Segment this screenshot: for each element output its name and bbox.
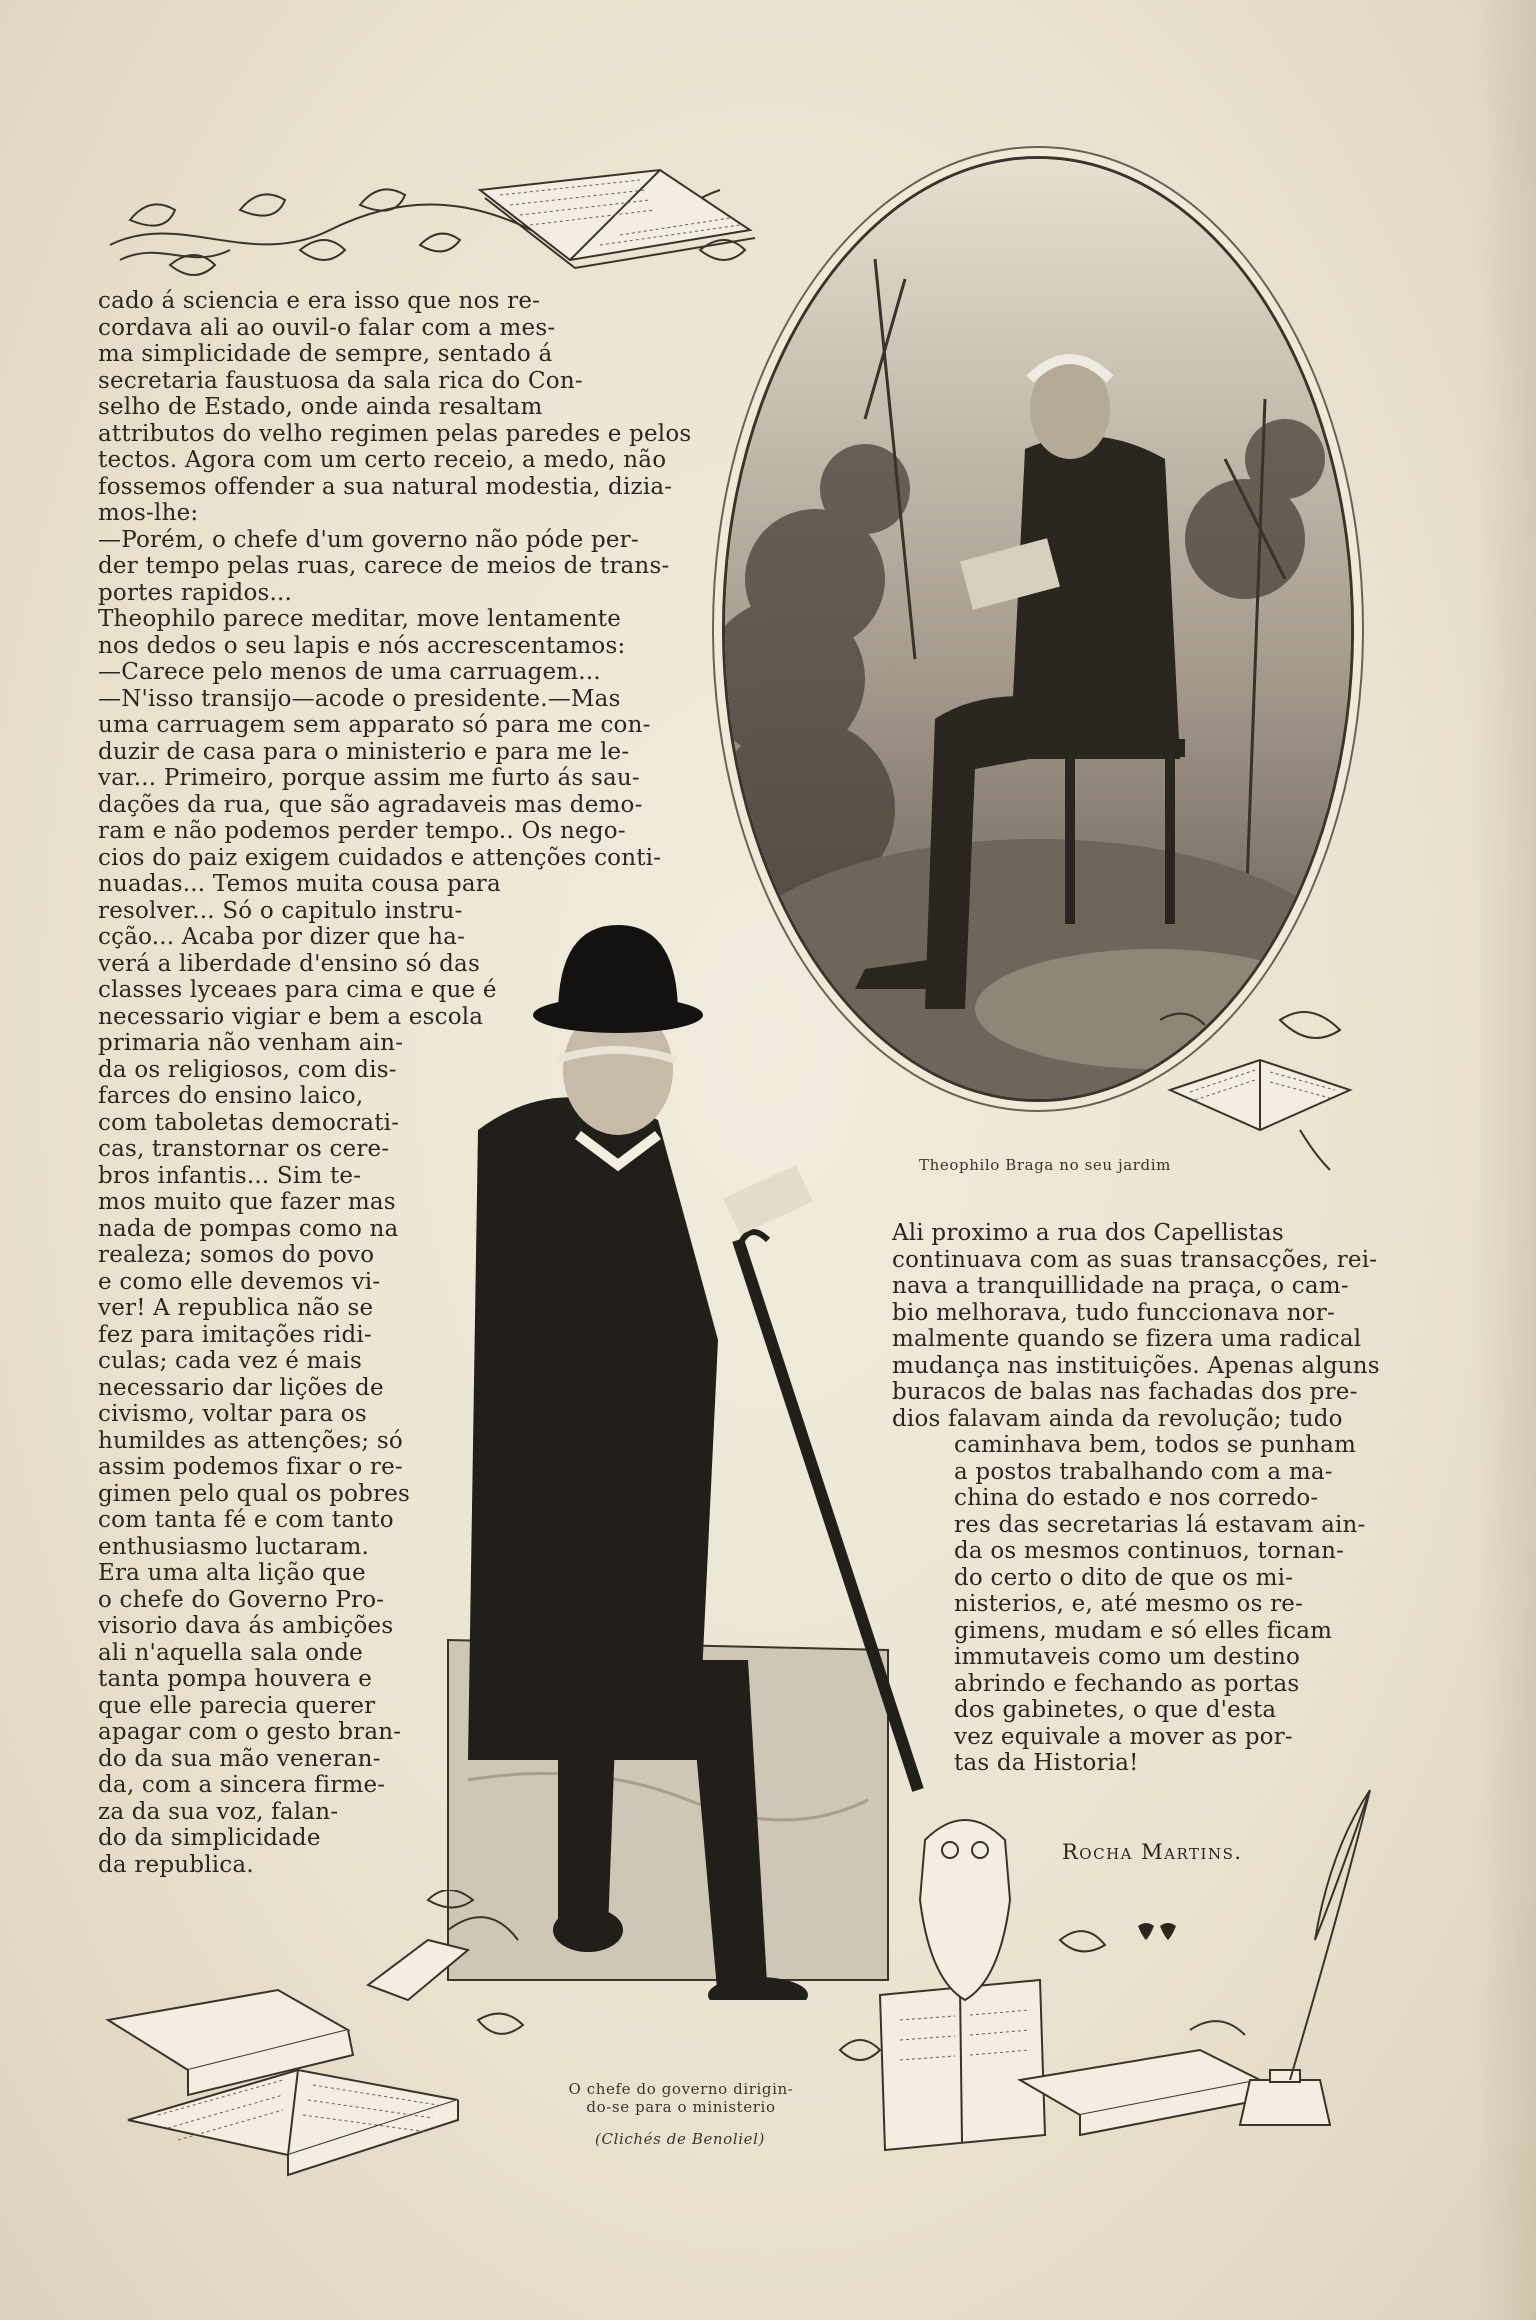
article-line: culas; cada vez é mais bbox=[98, 1348, 363, 1374]
article-line: nada de pompas como na bbox=[98, 1215, 399, 1242]
article-line: apagar com o gesto bran- bbox=[98, 1719, 402, 1745]
article-line: fossemos offender a sua natural modestia, dizia- bbox=[98, 473, 673, 500]
article-line: resolver... Só o capitulo instru- bbox=[98, 897, 463, 924]
article-line: nisterios, e, até mesmo os re- bbox=[954, 1591, 1304, 1617]
article-line: mudança nas instituições. Apenas alguns bbox=[892, 1352, 1380, 1379]
article-line: attributos do velho regimen pelas paredes e pelos bbox=[98, 420, 692, 447]
author-signature: Rocha Martins. bbox=[1062, 1840, 1243, 1864]
article-line: —Carece pelo menos de uma carruagem... bbox=[98, 659, 601, 685]
article-line: portes rapidos... bbox=[98, 579, 293, 606]
article-line: res das secretarias lá estavam ain- bbox=[954, 1511, 1366, 1538]
article-line: mos muito que fazer mas bbox=[98, 1189, 396, 1215]
article-line: nos dedos o seu lapis e nós accrescentamos: bbox=[98, 632, 626, 659]
article-line: vez equivale a mover as por- bbox=[954, 1723, 1293, 1750]
article-line: nava a tranquillidade na praça, o cam- bbox=[892, 1273, 1349, 1299]
article-line: immutaveis como um destino bbox=[954, 1644, 1301, 1670]
article-line: selho de Estado, onde ainda resaltam bbox=[98, 394, 543, 420]
article-line: der tempo pelas ruas, carece de meios de trans- bbox=[98, 553, 670, 579]
article-line: abrindo e fechando as portas bbox=[954, 1670, 1300, 1697]
article-line: gimens, mudam e só elles ficam bbox=[954, 1617, 1333, 1644]
garden-ornament bbox=[1150, 1000, 1380, 1180]
article-line: Theophilo parece meditar, move lentamente bbox=[98, 606, 622, 632]
article-line: do da simplicidade bbox=[98, 1825, 321, 1851]
article-line: ali n'aquella sala onde bbox=[98, 1639, 363, 1666]
article-line: gimen pelo qual os pobres bbox=[98, 1480, 411, 1507]
article-line: cordava ali ao ouvil-o falar com a mes- bbox=[98, 314, 556, 341]
article-line: var... Primeiro, porque assim me furto ás sau- bbox=[98, 765, 640, 791]
article-line: com taboletas democrati- bbox=[98, 1109, 400, 1136]
article-line: verá a liberdade d'ensino só das bbox=[98, 950, 480, 977]
page-edge-shadow bbox=[1476, 0, 1536, 2320]
article-line: cção... Acaba por dizer que ha- bbox=[98, 924, 466, 950]
article-line: a postos trabalhando com a ma- bbox=[954, 1458, 1333, 1485]
left-article-column bbox=[98, 288, 692, 1878]
bottom-right-ornament bbox=[830, 1780, 1390, 2170]
article-line: mos-lhe: bbox=[98, 500, 199, 526]
article-line: assim podemos fixar o re- bbox=[98, 1454, 403, 1480]
article-line: cado á sciencia e era isso que nos re- bbox=[98, 288, 541, 314]
article-line: Ali proximo a rua dos Capellistas bbox=[892, 1220, 1284, 1246]
article-line: fez para imitações ridi- bbox=[98, 1321, 372, 1348]
right-article-column bbox=[892, 1220, 1378, 1777]
photo-credit: (Clichés de Benoliel) bbox=[595, 2130, 765, 2148]
garden-photo-caption: Theophilo Braga no seu jardim bbox=[919, 1156, 1171, 1174]
article-line: dios falavam ainda da revolução; tudo bbox=[892, 1405, 1343, 1432]
article-line: tectos. Agora com um certo receio, a medo, não bbox=[98, 447, 667, 473]
article-line: da, com a sincera firme- bbox=[98, 1772, 386, 1798]
article-line: bio melhorava, tudo funccionava nor- bbox=[892, 1299, 1335, 1326]
article-line: continuava com as suas transacções, rei- bbox=[892, 1246, 1378, 1273]
article-line: —N'isso transijo—acode o presidente.—Mas bbox=[98, 685, 621, 712]
article-line: duzir de casa para o ministerio e para me le- bbox=[98, 738, 630, 765]
article-line: com tanta fé e com tanto bbox=[98, 1507, 394, 1533]
article-line: visorio dava ás ambições bbox=[98, 1613, 394, 1639]
article-line: enthusiasmo luctaram. bbox=[98, 1533, 369, 1560]
article-line: Era uma alta lição que bbox=[98, 1560, 366, 1586]
article-line: caminhava bem, todos se punham bbox=[954, 1432, 1357, 1458]
article-line: humildes as attenções; só bbox=[98, 1427, 403, 1454]
article-line: uma carruagem sem apparato só para me con- bbox=[98, 712, 651, 738]
article-line: secretaria faustuosa da sala rica do Con- bbox=[98, 367, 583, 394]
article-line: tas da Historia! bbox=[954, 1750, 1139, 1776]
article-line: buracos de balas nas fachadas dos pre- bbox=[892, 1379, 1358, 1405]
bottom-left-ornament bbox=[98, 1890, 538, 2180]
article-line: malmente quando se fizera uma radical bbox=[892, 1326, 1362, 1352]
article-line: da os mesmos continuos, tornan- bbox=[954, 1538, 1345, 1564]
article-line: cas, transtornar os cere- bbox=[98, 1136, 390, 1162]
article-line: dações da rua, que são agradaveis mas demo- bbox=[98, 791, 643, 818]
article-line: civismo, voltar para os bbox=[98, 1401, 367, 1427]
article-line: china do estado e nos corredo- bbox=[954, 1485, 1319, 1511]
article-line: za da sua voz, falan- bbox=[98, 1798, 339, 1825]
walking-photo-caption-line1: O chefe do governo dirigin- bbox=[568, 2080, 794, 2098]
article-line: tanta pompa houvera e bbox=[98, 1666, 373, 1692]
article-line: farces do ensino laico, bbox=[98, 1083, 364, 1109]
fleuron-icon bbox=[1136, 1922, 1180, 1944]
article-line: do certo o dito de que os mi- bbox=[954, 1564, 1294, 1591]
article-line: necessario vigiar e bem a escola bbox=[98, 1003, 484, 1030]
walking-photo-caption-line2: do-se para o ministerio bbox=[586, 2098, 776, 2116]
article-line: cios do paiz exigem cuidados e attenções conti- bbox=[98, 844, 662, 871]
article-line: da republica. bbox=[98, 1851, 254, 1878]
article-line: dos gabinetes, o que d'esta bbox=[954, 1697, 1277, 1723]
article-line: e como elle devemos vi- bbox=[98, 1268, 381, 1295]
article-line: ma simplicidade de sempre, sentado á bbox=[98, 341, 553, 367]
article-line: ram e não podemos perder tempo.. Os nego- bbox=[98, 818, 626, 844]
article-line: da os religiosos, com dis- bbox=[98, 1056, 397, 1083]
article-line: —Porém, o chefe d'um governo não póde per- bbox=[98, 526, 639, 553]
article-line: primaria não venham ain- bbox=[98, 1030, 404, 1056]
article-line: o chefe do Governo Pro- bbox=[98, 1586, 385, 1613]
article-line: bros infantis... Sim te- bbox=[98, 1162, 362, 1189]
article-line: do da sua mão veneran- bbox=[98, 1745, 381, 1772]
article-line: nuadas... Temos muita cousa para bbox=[98, 871, 501, 897]
article-line: classes lyceaes para cima e que é bbox=[98, 977, 497, 1003]
article-line: que elle parecia querer bbox=[98, 1692, 376, 1719]
article-line: necessario dar lições de bbox=[98, 1374, 384, 1401]
article-line: ver! A republica não se bbox=[98, 1295, 374, 1321]
article-line: realeza; somos do povo bbox=[98, 1242, 375, 1268]
